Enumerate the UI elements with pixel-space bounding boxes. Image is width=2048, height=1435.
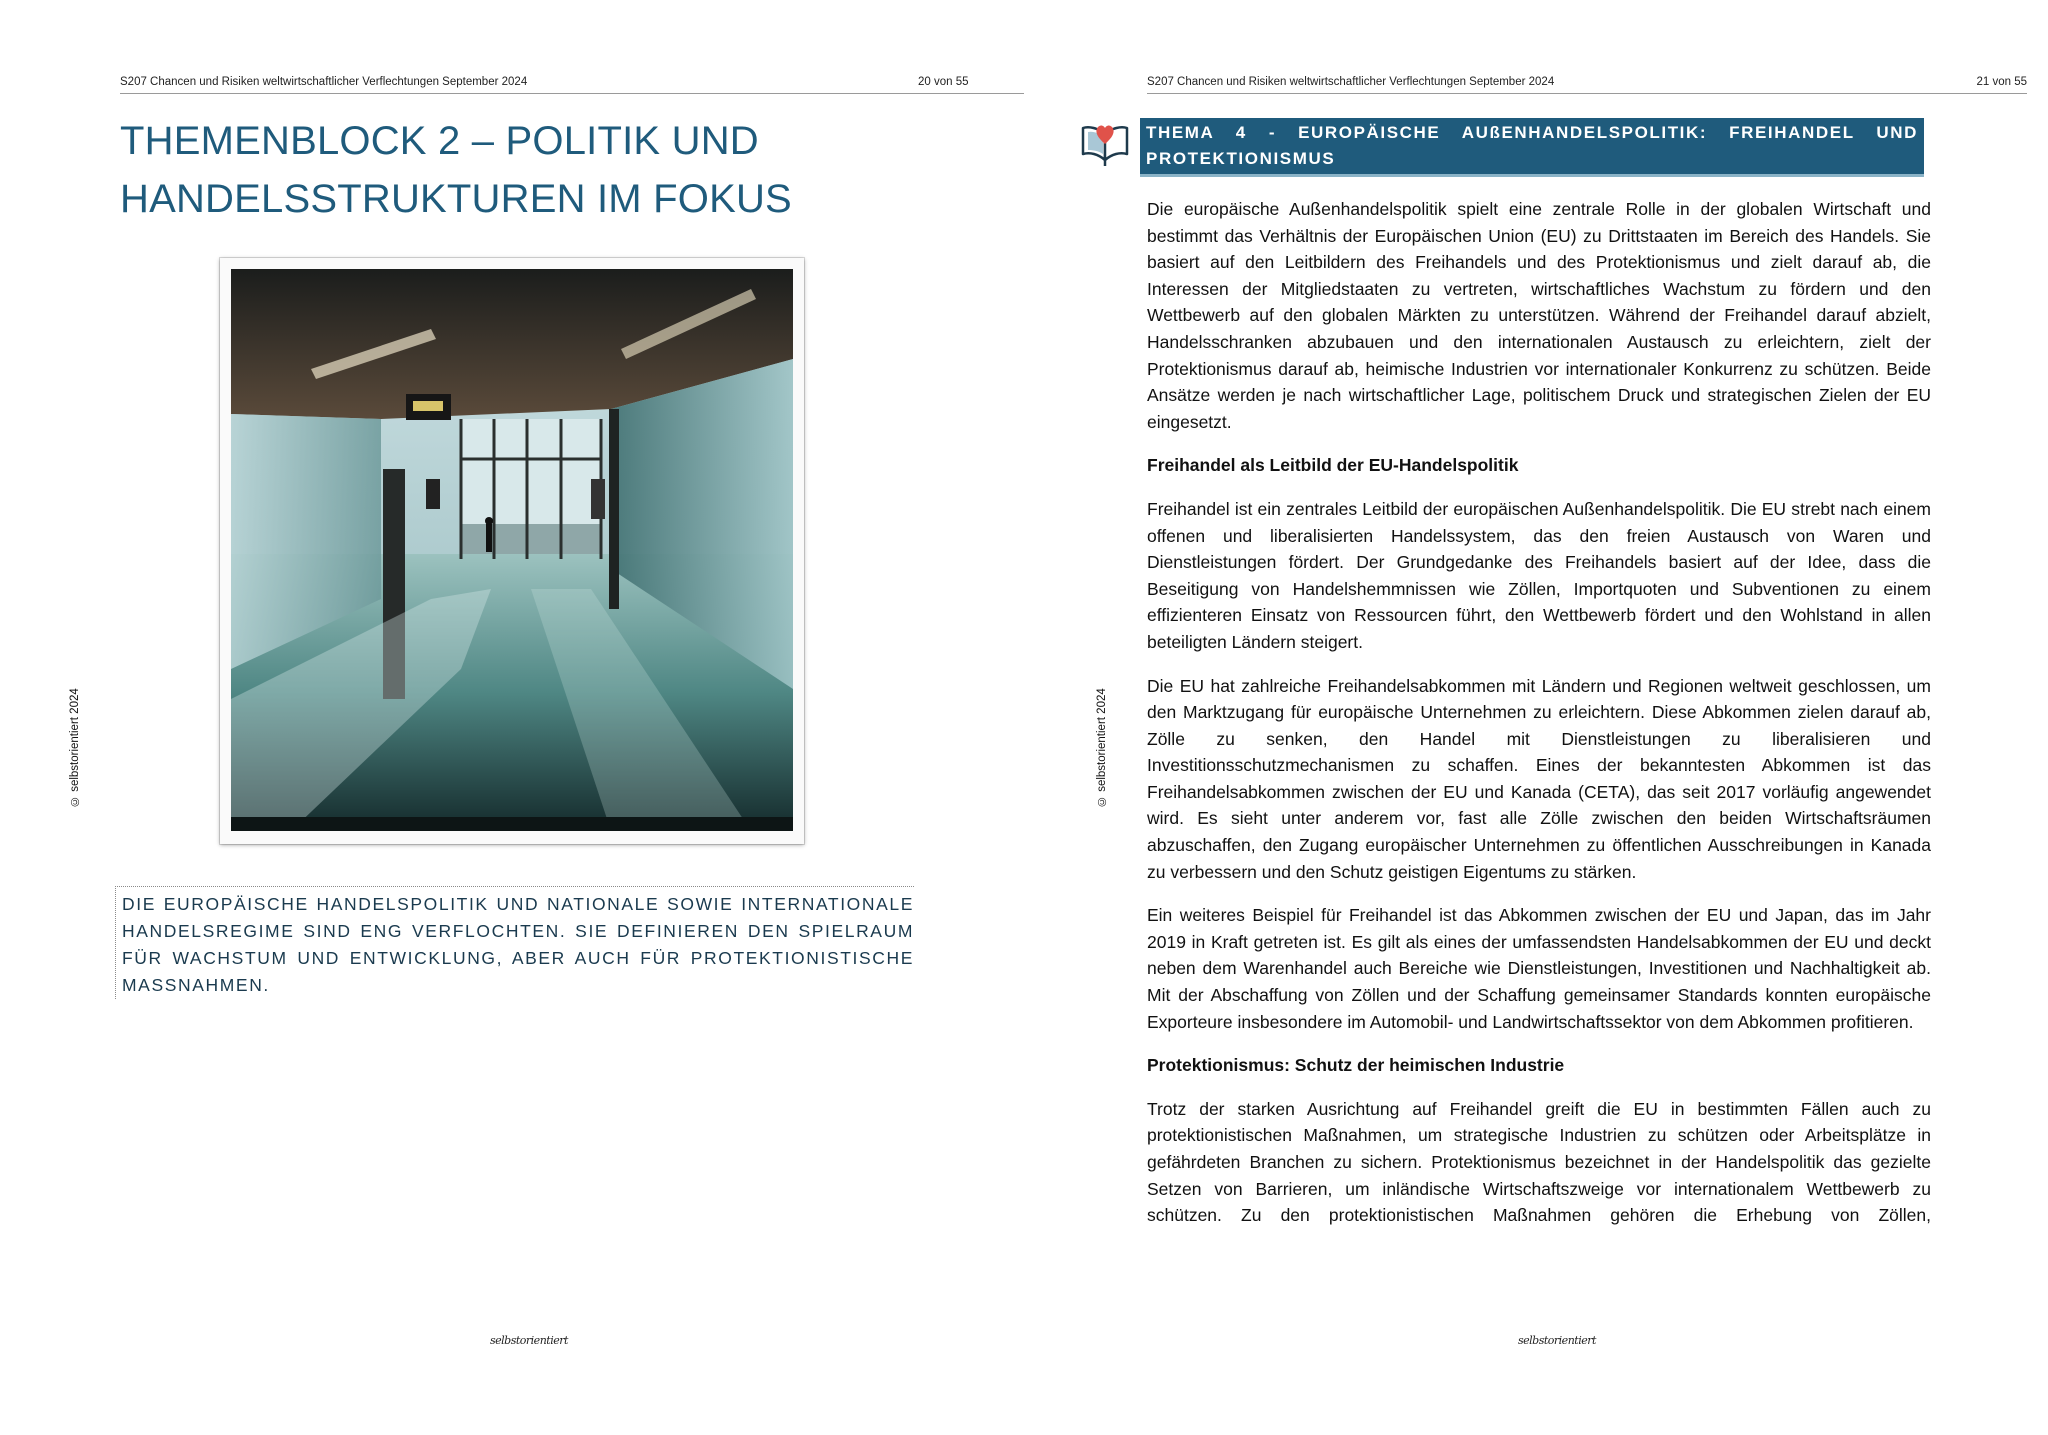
header-title: S207 Chancen und Risiken weltwirtschaftlicher Verflechtungen September 2024 xyxy=(120,76,528,88)
article-body xyxy=(1147,196,1931,1229)
topic-title-bar xyxy=(1140,118,1924,177)
side-copyright: © selbstorientiert 2024 xyxy=(69,688,81,808)
header-title: S207 Chancen und Risiken weltwirtschaftlicher Verflechtungen September 2024 xyxy=(1147,76,1555,88)
paragraph: Trotz der starken Ausrichtung auf Freihandel greift die EU in bestimmten Fällen auch zu protektionistischen Maßnahmen, um strategische Industrien zu schützen oder Arbeitsplätze in gefährdeten Branchen zu sichern. Protektionismus bezeichnet in der Handelspolitik das gezielte Setzen von Barrieren, um inländische Wirtschaftszweige vor internationalem Wettbewerb zu schützen. Zu den protektionistischen Maßnahmen gehören die Erhebung von Zöllen, xyxy=(1147,1098,1931,1226)
themenblock-title xyxy=(120,112,940,228)
themenblock-title-line1: THEMENBLOCK 2 – POLITIK UND xyxy=(120,119,759,163)
side-copyright: © selbstorientiert 2024 xyxy=(1096,688,1108,808)
intro-paragraph: Die europäische Außenhandelspolitik spielt eine zentrale Rolle in der globalen Wirtschaft und bestimmt das Verhältnis der Europäischen Union (EU) zu Drittstaaten im Bereich des Handels. Sie basiert auf den Leitbildern des Freihandels und des Protektionismus und zielt darauf ab, die Interessen der Mitgliedstaaten zu vertreten, wirtschaftliches Wachstum zu fördern und den Wettbewerb auf den globalen Märkten zu unterstützen. Während der Freihandel darauf abzielt, Handelsschranken abzubauen und den internationalen Austausch zu erleichtern, zielt der Protektionismus darauf ab, heimische Industrien vor internationaler Konkurrenz zu schützen. Beide Ansätze werden je nach wirtschaftlicher Lage, politischem Druck und strategischen Zielen der EU eingesetzt. xyxy=(1147,199,1931,432)
themenblock-title-line2: HANDELSSTRUKTUREN IM FOKUS xyxy=(120,177,792,221)
topic-title: THEMA 4 - EUROPÄISCHE AUßENHANDELSPOLITIK: FREIHANDEL UND PROTEKTIONISMUS xyxy=(1146,123,1918,168)
paragraph: Ein weiteres Beispiel für Freihandel ist das Abkommen zwischen der EU und Japan, das im Jahr 2019 in Kraft getreten ist. Es gilt als eines der umfassendsten Handelsabkommen der EU und deckt neben dem Warenhandel auch Bereiche wie Dienstleistungen, Investitionen und Nachhaltigkeit ab. Mit der Abschaffung von Zöllen und der Schaffung gemeinsamer Standards konnten europäische Exporteure insbesondere im Automobil- und Landwirtschaftssektor von dem Abkommen profitieren. xyxy=(1147,905,1931,1032)
footer-logo: selbstorientiert xyxy=(1518,1334,1596,1347)
page-header xyxy=(1147,76,2027,94)
section-heading-protektionismus: Protektionismus: Schutz der heimischen Industrie xyxy=(1147,1055,1565,1076)
section-heading-freihandel: Freihandel als Leitbild der EU-Handelspolitik xyxy=(1147,455,1519,476)
photo-frame xyxy=(220,258,804,844)
intro-callout: DIE EUROPÄISCHE HANDELSPOLITIK UND NATIONALE SOWIE INTERNATIONALE HANDELSREGIME SIND ENG VERFLOCHTEN. SIE DEFINIEREN DEN SPIELRAUM FÜR WACHSTUM UND ENTWICKLUNG, ABER AUCH FÜR PROTEKTIONISTISCHE MASSNAHMEN. xyxy=(115,886,914,999)
paragraph: Freihandel ist ein zentrales Leitbild der europäischen Außenhandelspolitik. Die EU strebt nach einem offenen und liberalisierten Handelssystem, das den freien Austausch von Waren und Dienstleistungen fördert. Der Grundgedanke des Freihandels basiert auf der Idee, dass die Beseitigung von Handelshemmnissen wie Zöllen, Importquoten und Subventionen zu einem effizienteren Einsatz von Ressourcen führt, den Wettbewerb fördert und den Wohlstand in allen beteiligten Ländern steigert. xyxy=(1147,498,1931,652)
page-header xyxy=(120,76,1024,94)
footer-logo: selbstorientiert xyxy=(490,1334,568,1347)
airport-terminal-photo xyxy=(231,269,793,831)
page-number: 21 von 55 xyxy=(1976,76,2027,88)
page-number: 20 von 55 xyxy=(918,76,969,88)
book-heart-icon xyxy=(1080,114,1130,166)
paragraph: Die EU hat zahlreiche Freihandelsabkommen mit Ländern und Regionen weltweit geschlossen, um den Marktzugang für europäische Unternehmen zu erleichtern. Diese Abkommen zielen darauf ab, Zölle zu senken, den Handel mit Dienstleistungen zu liberalisieren und Investitionsschutzmechanismen zu schaffen. Eines der bekanntesten Abkommen ist das Freihandelsabkommen zwischen der EU und Kanada (CETA), das seit 2017 vorläufig angewendet wird. Es sieht unter anderem vor, fast alle Zölle zwischen den beiden Wirtschaftsräumen abzuschaffen, den Zugang europäischer Unternehmen zu öffentlichen Ausschreibungen in Kanada zu verbessern und den Schutz geistigen Eigentums zu stärken. xyxy=(1147,675,1931,882)
page-21 xyxy=(1024,0,2048,1435)
